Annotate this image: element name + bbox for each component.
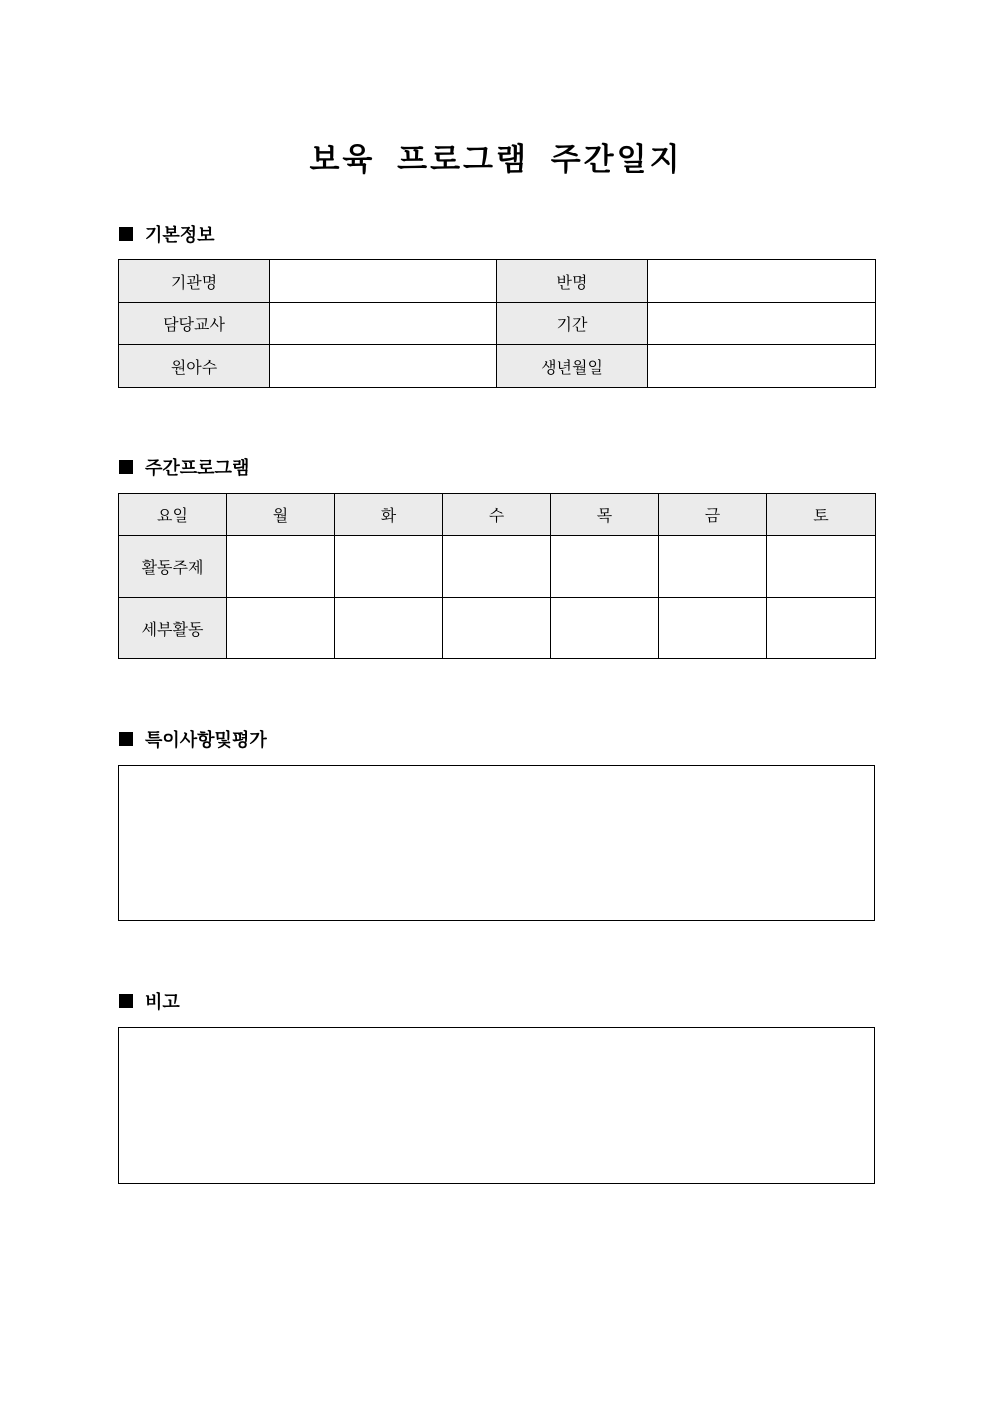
table-cell[interactable] bbox=[551, 536, 659, 598]
field-label: 기관명 bbox=[119, 260, 270, 303]
table-row bbox=[119, 536, 876, 598]
basic-info-table bbox=[118, 259, 876, 388]
field-label: 원아수 bbox=[119, 345, 270, 388]
table-cell[interactable] bbox=[227, 598, 335, 659]
column-header-mon: 월 bbox=[227, 494, 335, 536]
table-cell[interactable] bbox=[551, 598, 659, 659]
table-cell[interactable] bbox=[767, 598, 876, 659]
table-cell[interactable] bbox=[335, 598, 443, 659]
field-label: 담당교사 bbox=[119, 303, 270, 345]
field-label: 반명 bbox=[497, 260, 648, 303]
weekly-program-table bbox=[118, 493, 876, 659]
section-title: 비고 bbox=[145, 992, 180, 1013]
field-label: 기간 bbox=[497, 303, 648, 345]
children-count-field[interactable] bbox=[270, 345, 497, 388]
table-row bbox=[119, 345, 876, 388]
square-bullet-icon bbox=[119, 994, 133, 1008]
birthdate-field[interactable] bbox=[648, 345, 876, 388]
class-name-field[interactable] bbox=[648, 260, 876, 303]
table-cell[interactable] bbox=[767, 536, 876, 598]
section-heading-weekly-program bbox=[119, 455, 249, 479]
column-header-fri: 금 bbox=[659, 494, 767, 536]
table-cell[interactable] bbox=[227, 536, 335, 598]
field-label: 생년월일 bbox=[497, 345, 648, 388]
section-heading-remarks bbox=[119, 989, 180, 1013]
square-bullet-icon bbox=[119, 732, 133, 746]
square-bullet-icon bbox=[119, 460, 133, 474]
table-cell[interactable] bbox=[443, 536, 551, 598]
column-header-day: 요일 bbox=[119, 494, 227, 536]
teacher-field[interactable] bbox=[270, 303, 497, 345]
table-row bbox=[119, 260, 876, 303]
page-title: 보육 프로그램 주간일지 bbox=[309, 142, 683, 178]
table-cell[interactable] bbox=[659, 536, 767, 598]
row-label-activity-theme: 활동주제 bbox=[119, 536, 227, 598]
table-cell[interactable] bbox=[659, 598, 767, 659]
column-header-wed: 수 bbox=[443, 494, 551, 536]
remarks-textbox[interactable] bbox=[118, 1027, 875, 1184]
section-heading-notes bbox=[119, 727, 267, 751]
column-header-thu: 목 bbox=[551, 494, 659, 536]
square-bullet-icon bbox=[119, 227, 133, 241]
table-row bbox=[119, 598, 876, 659]
period-field[interactable] bbox=[648, 303, 876, 345]
section-heading-basic-info bbox=[119, 222, 215, 246]
section-title: 기본정보 bbox=[145, 225, 215, 246]
row-label-detailed-activity: 세부활동 bbox=[119, 598, 227, 659]
table-cell[interactable] bbox=[335, 536, 443, 598]
table-cell[interactable] bbox=[443, 598, 551, 659]
notes-textbox[interactable] bbox=[118, 765, 875, 921]
table-header-row bbox=[119, 494, 876, 536]
section-title: 주간프로그램 bbox=[145, 458, 250, 479]
table-row bbox=[119, 303, 876, 345]
institution-name-field[interactable] bbox=[270, 260, 497, 303]
column-header-sat: 토 bbox=[767, 494, 876, 536]
column-header-tue: 화 bbox=[335, 494, 443, 536]
section-title: 특이사항및평가 bbox=[145, 730, 267, 751]
